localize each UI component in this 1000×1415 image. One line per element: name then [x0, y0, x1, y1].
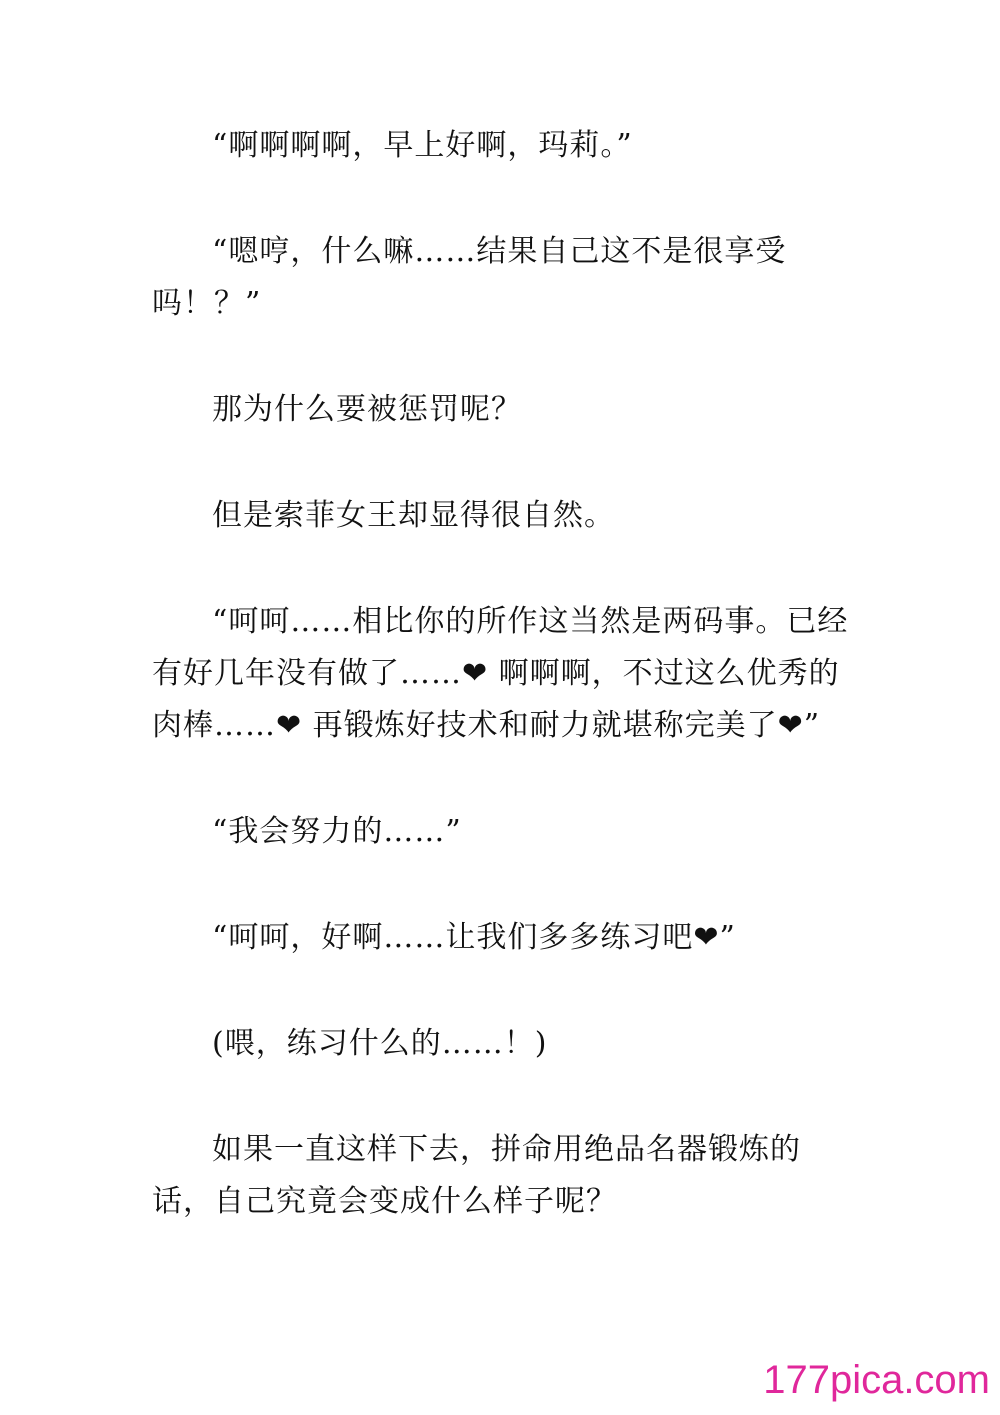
paragraph: 如果一直这样下去，拼命用绝品名器锻炼的话，自己究竟会变成什么样子呢？: [152, 1132, 801, 1219]
paragraph: “嗯哼，什么嘛……结果自己这不是很享受吗！？”: [152, 234, 787, 321]
text-body: [152, 120, 852, 1282]
paragraph: “呵呵……相比你的所作这当然是两码事。已经有好几年没有做了……❤ 啊啊啊，不过这么优秀的肉棒……❤ 再锻炼好技术和耐力就堪称完美了❤”: [152, 604, 849, 743]
paragraph: (喂，练习什么的……！): [212, 1026, 548, 1061]
paragraph: “呵呵，好啊……让我们多多练习吧❤”: [212, 920, 736, 955]
site-watermark: 177pica.com: [763, 1358, 990, 1402]
paragraph: 但是索菲女王却显得很自然。: [212, 498, 615, 533]
paragraph: “我会努力的……”: [212, 814, 462, 849]
paragraph: “啊啊啊啊，早上好啊，玛莉。”: [212, 128, 633, 163]
paragraph: 那为什么要被惩罚呢？: [212, 392, 522, 427]
